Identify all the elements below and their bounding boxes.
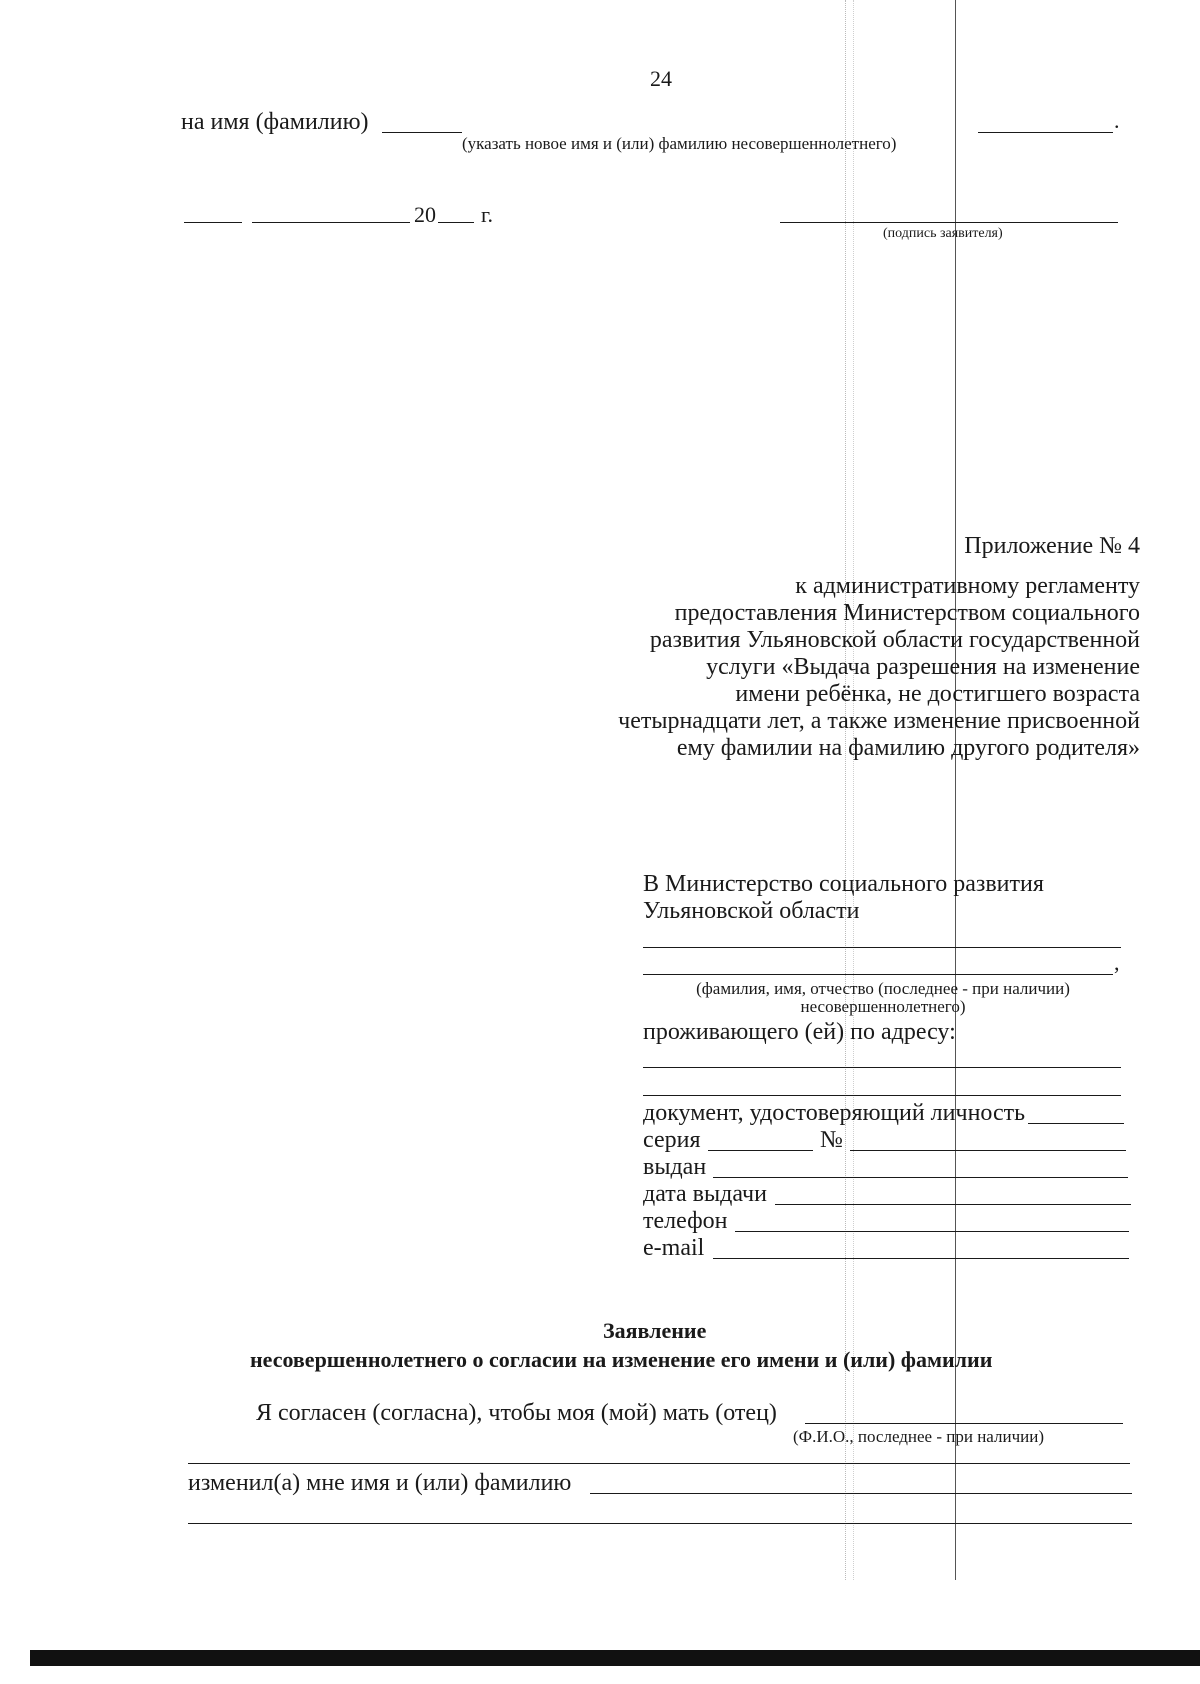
- phone-input[interactable]: [735, 1231, 1129, 1232]
- page-number: 24: [650, 66, 672, 91]
- appendix-line: к административному регламенту: [795, 573, 1140, 599]
- series-label: серия: [643, 1127, 701, 1153]
- appendix-title: Приложение № 4: [964, 533, 1140, 559]
- addressee-line-2: Ульяновской области: [643, 898, 860, 924]
- parent-fio-input-continuation[interactable]: [188, 1463, 1130, 1464]
- id-document-label: документ, удостоверяющий личность: [643, 1100, 1026, 1126]
- address-input-2[interactable]: [643, 1095, 1121, 1096]
- new-name-input-line-1[interactable]: [382, 132, 462, 133]
- number-label: №: [820, 1127, 843, 1153]
- statement-title: Заявление: [603, 1318, 707, 1343]
- new-name-hint: (указать новое имя и (или) фамилию несовершеннолетнего): [462, 134, 897, 153]
- issue-date-input[interactable]: [775, 1204, 1131, 1205]
- phone-label: телефон: [643, 1208, 728, 1234]
- statement-subtitle: несовершеннолетнего о согласии на изменение его имени и (или) фамилии: [250, 1347, 993, 1372]
- date-year-prefix: 20: [414, 202, 436, 227]
- issued-by-label: выдан: [643, 1154, 707, 1180]
- address-input-1[interactable]: [643, 1067, 1121, 1068]
- parent-fio-input[interactable]: [805, 1423, 1123, 1424]
- applicant-fio-input-2[interactable]: [643, 974, 1113, 975]
- addressee-line-1: В Министерство социального развития: [643, 871, 1044, 897]
- scan-fold-line-mid: [853, 0, 854, 1580]
- date-day-input[interactable]: [184, 222, 242, 223]
- new-name-period: .: [1114, 108, 1120, 133]
- signature-input-line[interactable]: [780, 222, 1118, 223]
- appendix-line: имени ребёнка, не достигшего возраста: [735, 681, 1140, 707]
- fio-hint-line-2: несовершеннолетнего): [800, 997, 966, 1016]
- date-month-input[interactable]: [252, 222, 410, 223]
- fio-hint-line-1: (фамилия, имя, отчество (последнее - при наличии): [696, 979, 1070, 998]
- address-label: проживающего (ей) по адресу:: [643, 1019, 956, 1045]
- issued-by-input[interactable]: [713, 1177, 1128, 1178]
- number-input[interactable]: [850, 1150, 1126, 1151]
- email-label: e-mail: [643, 1235, 705, 1261]
- fio-comma: ,: [1114, 950, 1120, 975]
- appendix-line: развития Ульяновской области государственной: [649, 627, 1140, 653]
- scan-fold-line-left: [845, 0, 846, 1580]
- date-year-suffix: г.: [481, 202, 494, 227]
- appendix-line: предоставления Министерством социального: [674, 600, 1140, 626]
- scan-bottom-edge: [30, 1650, 1200, 1666]
- date-year-input[interactable]: [438, 222, 474, 223]
- appendix-line: услуги «Выдача разрешения на изменение: [706, 654, 1140, 680]
- series-input[interactable]: [708, 1150, 813, 1151]
- applicant-fio-input-1[interactable]: [643, 947, 1121, 948]
- changed-name-input-continuation[interactable]: [188, 1523, 1132, 1524]
- email-input[interactable]: [713, 1258, 1129, 1259]
- parent-fio-hint: (Ф.И.О., последнее - при наличии): [793, 1427, 1044, 1446]
- changed-name-input[interactable]: [590, 1493, 1132, 1494]
- issue-date-label: дата выдачи: [643, 1181, 767, 1207]
- appendix-line: ему фамилии на фамилию другого родителя»: [676, 735, 1140, 761]
- appendix-line: четырнадцати лет, а также изменение присвоенной: [618, 708, 1140, 734]
- new-name-label: на имя (фамилию): [181, 109, 369, 135]
- signature-hint: (подпись заявителя): [883, 226, 1003, 241]
- new-name-input-line-2[interactable]: [978, 132, 1113, 133]
- changed-text: изменил(а) мне имя и (или) фамилию: [188, 1470, 572, 1496]
- id-document-input[interactable]: [1028, 1123, 1124, 1124]
- consent-text: Я согласен (согласна), чтобы моя (мой) мать (отец): [256, 1400, 777, 1426]
